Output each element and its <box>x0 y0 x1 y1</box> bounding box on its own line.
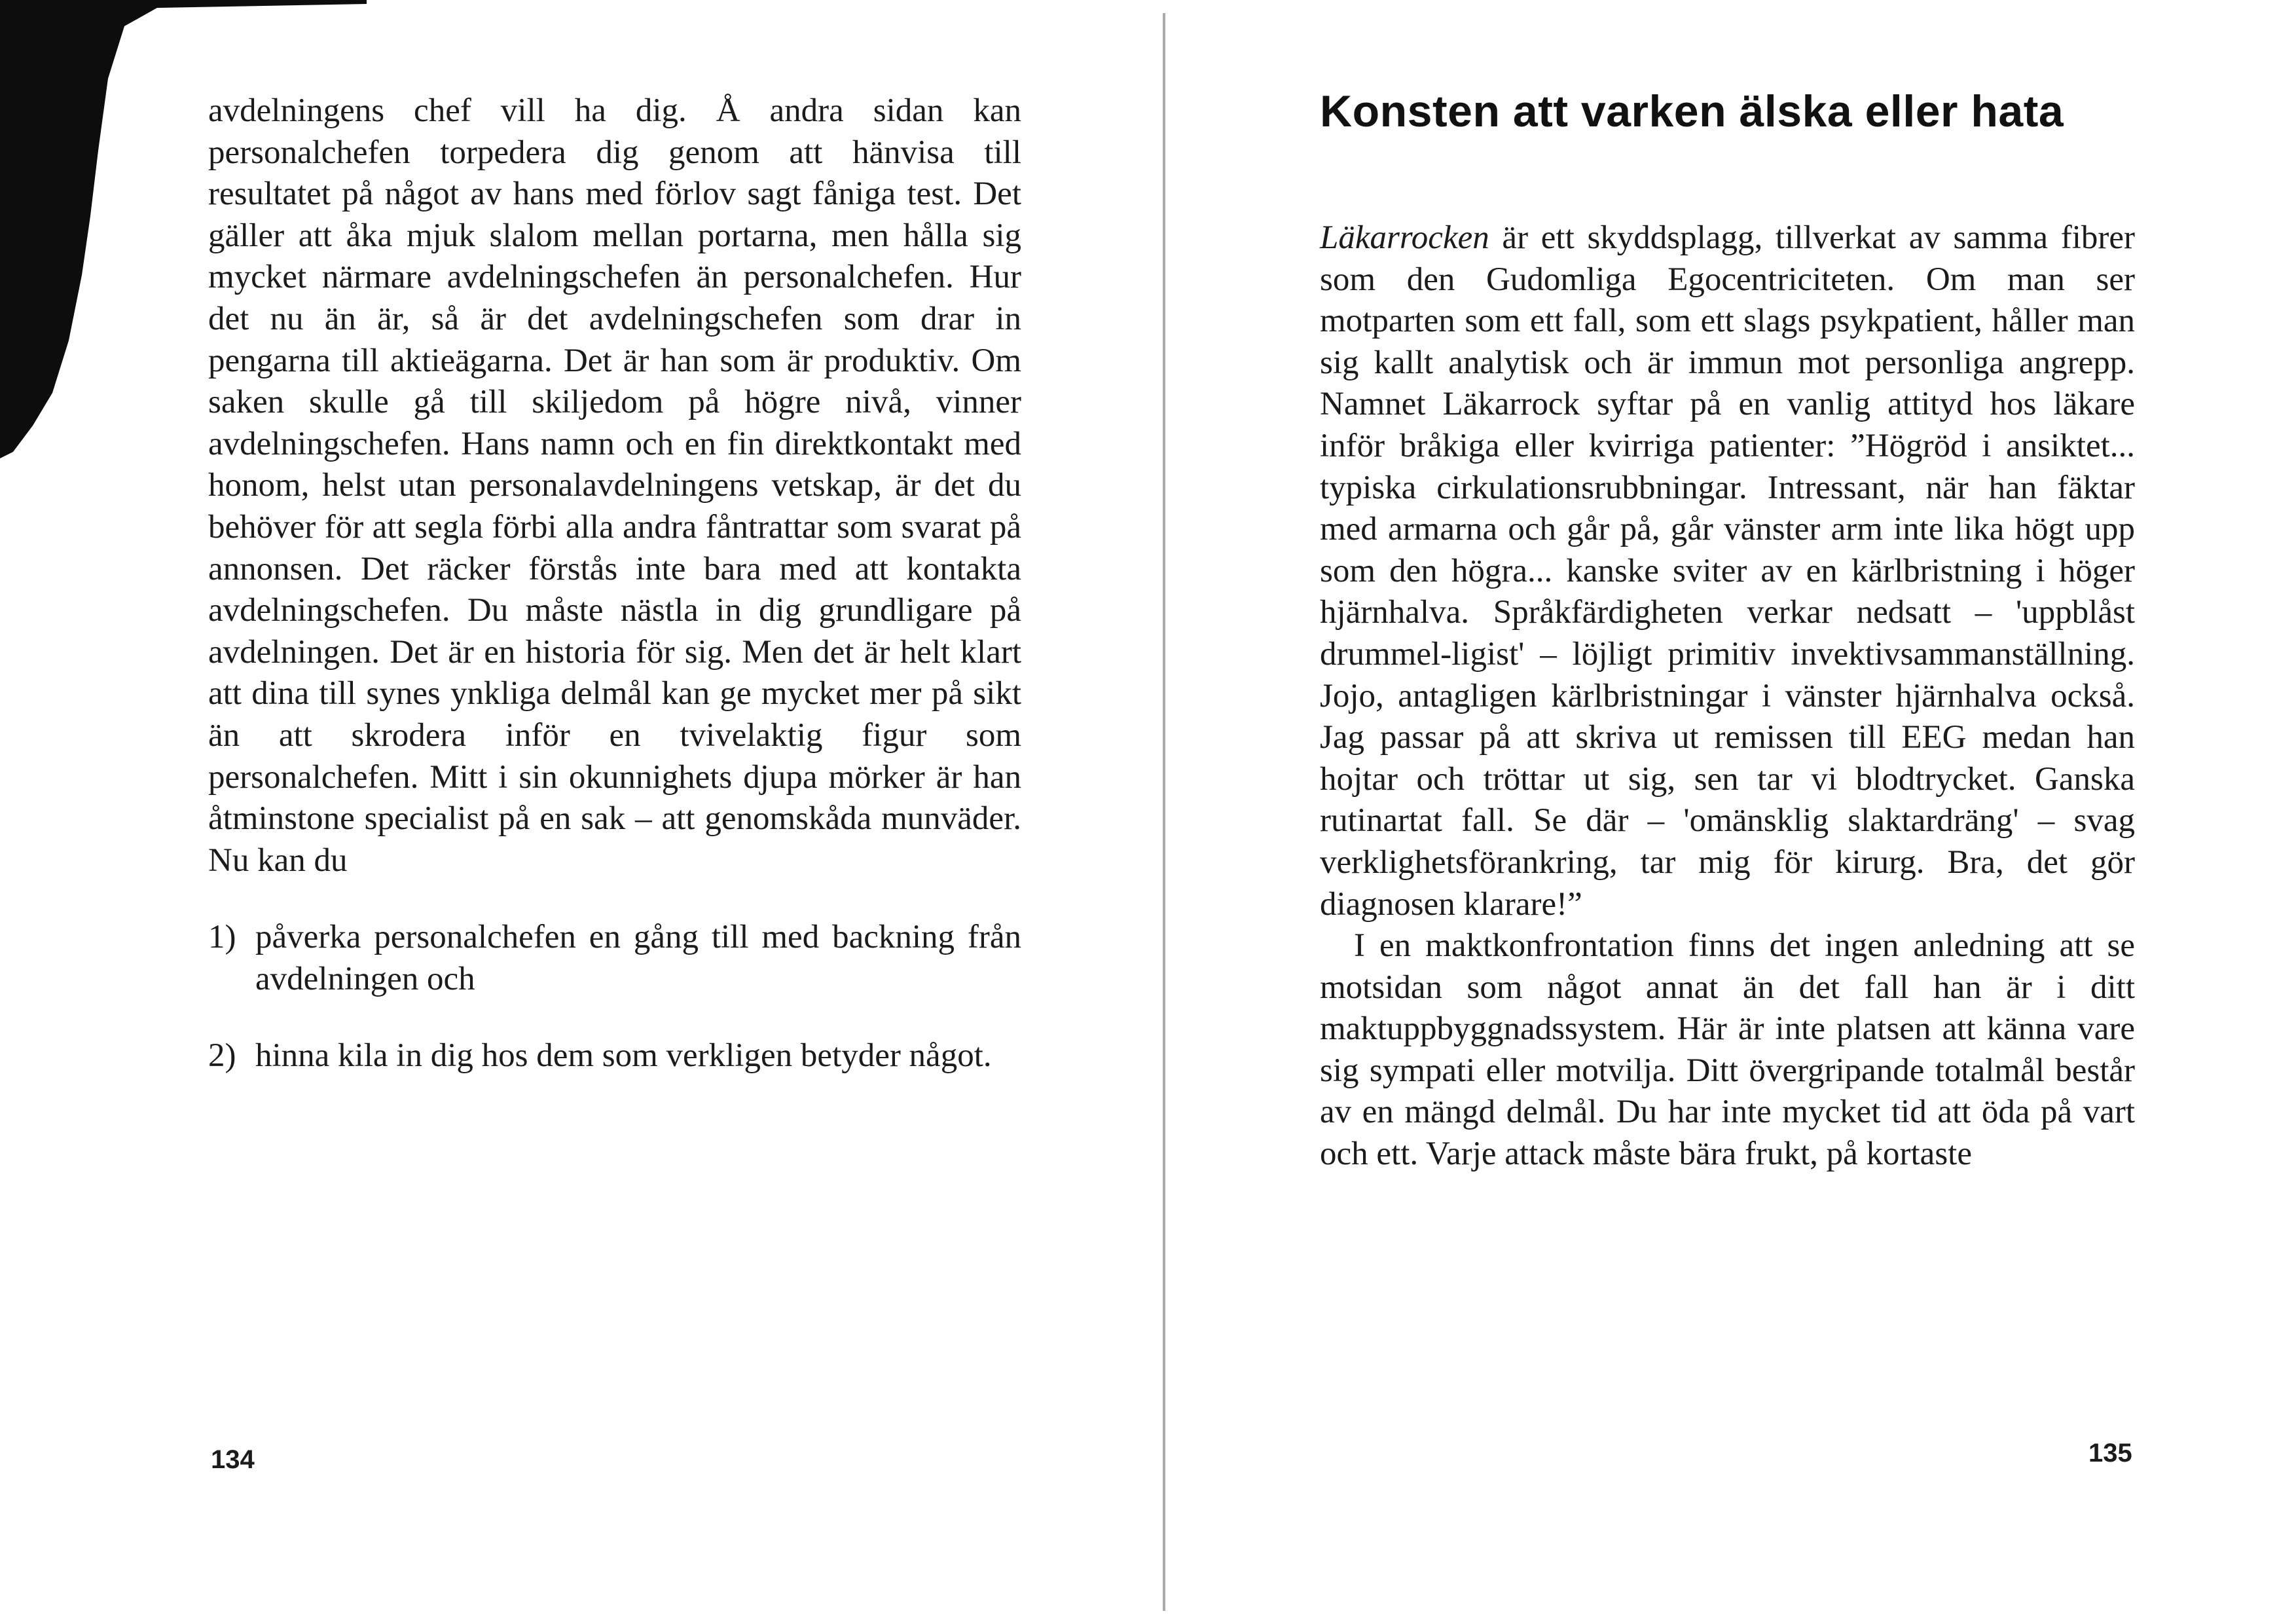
chapter-title: Konsten att varken älska eller hata <box>1320 86 2064 136</box>
book-gutter <box>1163 13 1165 1611</box>
right-page-number: 135 <box>2088 1439 2132 1467</box>
paragraph-1-text: är ett skyddsplagg, tillverkat av samma fibrer som den Gudomliga Egocentriciteten. Om man ser motparten som ett fall, som ett slags psykpatient, håller man sig kallt analytisk och är immun mot personliga angrepp. Namnet Läkarrock syftar på en vanlig attityd hos läkare inför bråkiga eller kvirriga patienter: ”Högröd i ansiktet... typiska cirkulationsrubbningar. Intressant, när han fäktar med armarna och går på, går vänster arm inte lika högt upp som den högra... kanske sviter av en kärlbristning i höger hjärnhalva. Språkfärdigheten verkar nedsatt – 'uppblåst drummel-ligist' – löjligt primitiv invektivsammanställning. Jojo, antagligen kärlbristningar i vänster hjärnhalva också. Jag passar på att skriva ut remissen till EEG medan han hojtar och tröttar ut sig, sen tar vi blodtrycket. Ganska rutinartat fall. Se där – 'omänsklig slaktardräng' – svag verklighetsförankring, tar mig för kirurg. Bra, det gör diagnosen klarare!” <box>1320 219 2135 923</box>
left-page-number: 134 <box>211 1445 255 1474</box>
right-page <box>1320 85 2135 1175</box>
list-item-text: hinna kila in dig hos dem som verkligen betyder något. <box>255 1037 992 1075</box>
list-item-text: påverka personalchefen en gång till med backning från avdelningen och <box>255 919 1021 997</box>
right-body-paragraph-2: I en maktkonfrontation finns det ingen anledning att se motsidan som något annat än det fall han är i ditt maktuppbyggnadssystem. Här är inte platsen att känna vare sig sympati eller motvilja. Ditt övergripande totalmål består av en mängd delmål. Du har inte mycket tid att öda på vart och ett. Varje attack måste bära frukt, på kortaste <box>1320 927 2135 1173</box>
left-page <box>208 90 1021 1077</box>
list-item-number: 2) <box>208 1037 236 1075</box>
list-item <box>208 917 1021 1000</box>
right-body-paragraph-1 <box>1320 217 2135 925</box>
left-body-paragraph: avdelningens chef vill ha dig. Å andra sidan kan personalchefen torpedera dig genom att hänvisa till resultatet på något av hans med förlov sagt fåniga test. Det gäller att åka mjuk slalom mellan portarna, men hålla sig mycket närmare avdelningschefen än personalchefen. Hur det nu än är, så är det avdelningschefen som drar in pengarna till aktieägarna. Det är han som är produktiv. Om saken skulle gå till skiljedom på högre nivå, vinner avdelningschefen. Hans namn och en fin direktkontakt med honom, helst utan personalavdelningens vetskap, är det du behöver för att segla förbi alla andra fåntrattar som svarat på annonsen. Det räcker förstås inte bara med att kontakta avdelningschefen. Du måste nästla in dig grundligare på avdelningen. Det är en historia för sig. Men det är helt klart att dina till synes ynkliga delmål kan ge mycket mer på sikt än att skrodera inför en tvivelaktig figur som personalchefen. Mitt i sin okunnighets djupa mörker är han åtminstone specialist på en sak – att genomskåda munväder. Nu kan du <box>208 92 1021 879</box>
list-item-number: 1) <box>208 919 236 956</box>
emphasized-term: Läkarrocken <box>1320 219 1489 256</box>
list-item <box>208 1035 1021 1077</box>
right-body <box>1320 217 2135 1175</box>
